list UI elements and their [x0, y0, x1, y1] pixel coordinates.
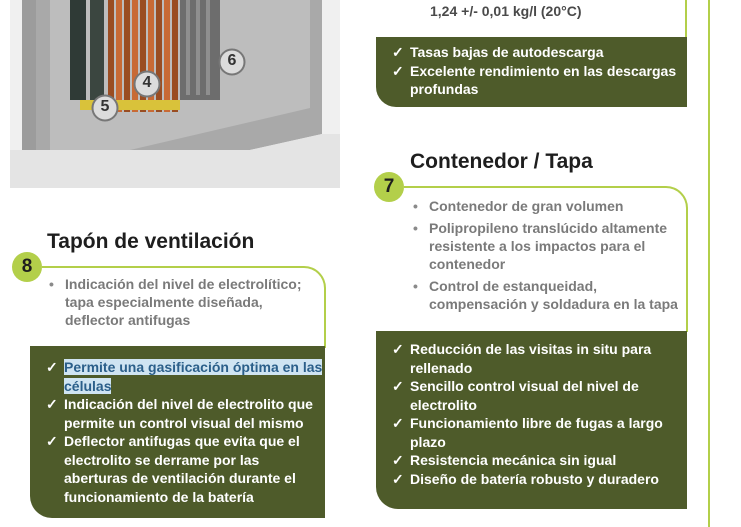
- callout-6-label: 6: [227, 52, 237, 69]
- feature-item: • Control de estanqueidad, compensación y soldadura en la tapa: [411, 277, 681, 313]
- check-icon: ✓: [392, 341, 404, 357]
- benefit-item: ✓ Funcionamiento libre de fugas a largo plazo: [392, 415, 663, 450]
- container-features-list: [411, 197, 681, 317]
- callout-6-marker: [218, 48, 246, 76]
- callout-4-marker: [133, 70, 161, 98]
- benefit-item: ✓ Indicación del nivel de electrolito que permite un control visual del mismo: [46, 396, 313, 431]
- check-icon: ✓: [46, 359, 58, 375]
- electrolyte-density-text: 1,24 +/- 0,01 kg/l (20°C): [430, 3, 582, 19]
- check-icon: ✓: [46, 396, 58, 412]
- benefit-item: ✓ Deflector antifugas que evita que el electrolito se derrame por las aberturas de ventilación durante el funcionamiento de la batería: [46, 433, 300, 505]
- callout-5-marker: [91, 94, 119, 122]
- section-divider-line: [685, 0, 687, 40]
- battery-cutaway-image: [10, 0, 340, 188]
- feature-item: • Polipropileno translúcido altamente resistente a los impactos para el contenedor: [411, 219, 681, 273]
- check-icon: ✓: [392, 470, 404, 487]
- callout-5-label: 5: [100, 98, 110, 115]
- section-number-badge-8: 8: [12, 252, 42, 282]
- benefit-item: ✓ Tasas bajas de autodescarga: [392, 44, 604, 60]
- vent-benefits-box: [30, 346, 325, 518]
- check-icon: ✓: [392, 452, 404, 468]
- check-icon: ✓: [392, 44, 404, 60]
- feature-item: • Indicación del nivel de electrolítico; tapa especialmente diseñada, deflector antifugas: [47, 275, 317, 329]
- check-icon: ✓: [46, 433, 58, 449]
- benefit-item: ✓ Sencillo control visual del nivel de electrolito: [392, 378, 639, 413]
- check-icon: ✓: [392, 62, 404, 79]
- feature-item: • Contenedor de gran volumen: [411, 197, 681, 215]
- vent-section-title: Tapón de ventilación: [47, 230, 255, 253]
- vent-features-list: [47, 275, 317, 333]
- selected-text-highlight[interactable]: Permite una gasificación óptima en las células: [64, 359, 323, 394]
- benefit-item: [46, 358, 325, 395]
- page-edge-line: [708, 0, 710, 527]
- check-icon: ✓: [392, 415, 404, 431]
- benefit-item: ✓ Resistencia mecánica sin igual: [392, 452, 617, 468]
- section-number-badge-7: 7: [374, 172, 404, 202]
- container-benefits-box: [376, 331, 687, 509]
- benefit-item: ✓ Reducción de las visitas in situ para rellenado: [392, 341, 652, 376]
- benefit-item: ✓ Excelente rendimiento en las descargas profundas: [392, 62, 677, 97]
- check-icon: ✓: [392, 378, 404, 394]
- container-section-title: Contenedor / Tapa: [410, 150, 593, 173]
- electrolyte-benefits-box: [376, 37, 687, 107]
- benefit-item: ✓ Diseño de batería robusto y duradero: [392, 470, 659, 487]
- callout-4-label: 4: [142, 74, 152, 91]
